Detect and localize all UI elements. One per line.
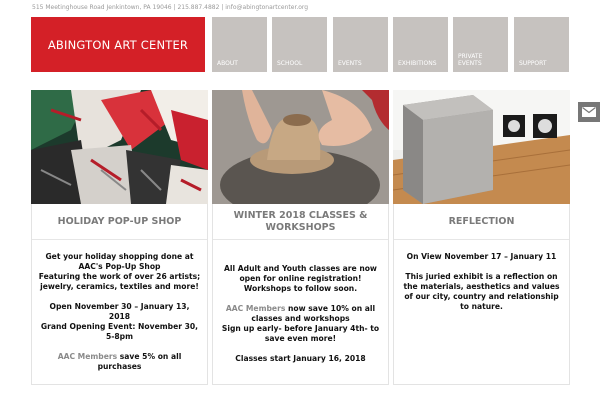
card-text: Featuring the work of over 26 artists; jewelry, ceramics, textiles and more! <box>38 272 201 291</box>
member-text: save 5% on all purchases <box>97 352 182 371</box>
card-title-line1: WINTER 2018 CLASSES & <box>233 209 368 221</box>
member-text: now save 10% on all classes and workshops <box>251 304 376 323</box>
nav-events-label: EVENTS <box>338 60 362 67</box>
nav-private-events-line2: EVENTS <box>458 60 482 67</box>
card-body <box>213 240 388 364</box>
nav-support-label: SUPPORT <box>519 60 547 67</box>
card-text: Grand Opening Event: November 30, 5-8pm <box>40 322 199 341</box>
card-text: Sign up early- before January 4th- to save even more! <box>221 324 380 343</box>
card-title[interactable] <box>213 204 388 240</box>
card-title-line2: WORKSHOPS <box>265 221 336 233</box>
nav-about[interactable] <box>212 17 267 72</box>
nav-private-events-line1: PRIVATE <box>458 53 483 60</box>
holiday-popup-image[interactable] <box>31 90 208 204</box>
card-body <box>32 240 207 372</box>
card-text: On View November 17 – January 11 <box>406 252 557 261</box>
reflection-exhibit-image[interactable] <box>393 90 570 204</box>
card-body <box>394 240 569 312</box>
nav-private-events[interactable] <box>453 17 508 72</box>
card-text: Classes start January 16, 2018 <box>235 354 366 363</box>
contact-info-bar: 515 Meetinghouse Road Jenkintown, PA 19046 | 215.887.4882 | info@abingtonartcenter.org <box>32 4 309 11</box>
card-text <box>38 352 201 372</box>
card-holiday-popup <box>31 204 208 385</box>
nav-support[interactable] <box>514 17 569 72</box>
card-text: Open November 30 – January 13, 2018 <box>49 302 190 321</box>
card-text <box>219 304 382 324</box>
card-text: This juried exhibit is a reflection on the materials, aesthetics and values of our city, country and relationship to nature. <box>403 272 560 311</box>
nav-private-events-label <box>458 53 482 67</box>
nav-school[interactable] <box>272 17 327 72</box>
card-text: All Adult and Youth classes are now open for online registration! Workshops to follow soon. <box>224 264 377 293</box>
member-link[interactable]: AAC Members <box>225 304 286 313</box>
card-title[interactable]: HOLIDAY POP-UP SHOP <box>32 204 207 240</box>
pottery-wheel-image[interactable] <box>212 90 389 204</box>
nav-school-label: SCHOOL <box>277 60 303 67</box>
nav-events[interactable] <box>333 17 388 72</box>
envelope-icon[interactable] <box>578 102 600 122</box>
nav-exhibitions-label: EXHIBITIONS <box>398 60 437 67</box>
nav-about-label: ABOUT <box>217 60 238 67</box>
nav-exhibitions[interactable] <box>393 17 448 72</box>
card-reflection <box>393 204 570 385</box>
card-title[interactable]: REFLECTION <box>394 204 569 240</box>
site-logo[interactable] <box>31 17 205 72</box>
logo-text: ABINGTON ART CENTER <box>47 37 189 52</box>
card-text: Get your holiday shopping done at AAC's Pop-Up Shop <box>45 252 194 271</box>
card-winter-classes <box>212 204 389 385</box>
member-link[interactable]: AAC Members <box>57 352 118 361</box>
